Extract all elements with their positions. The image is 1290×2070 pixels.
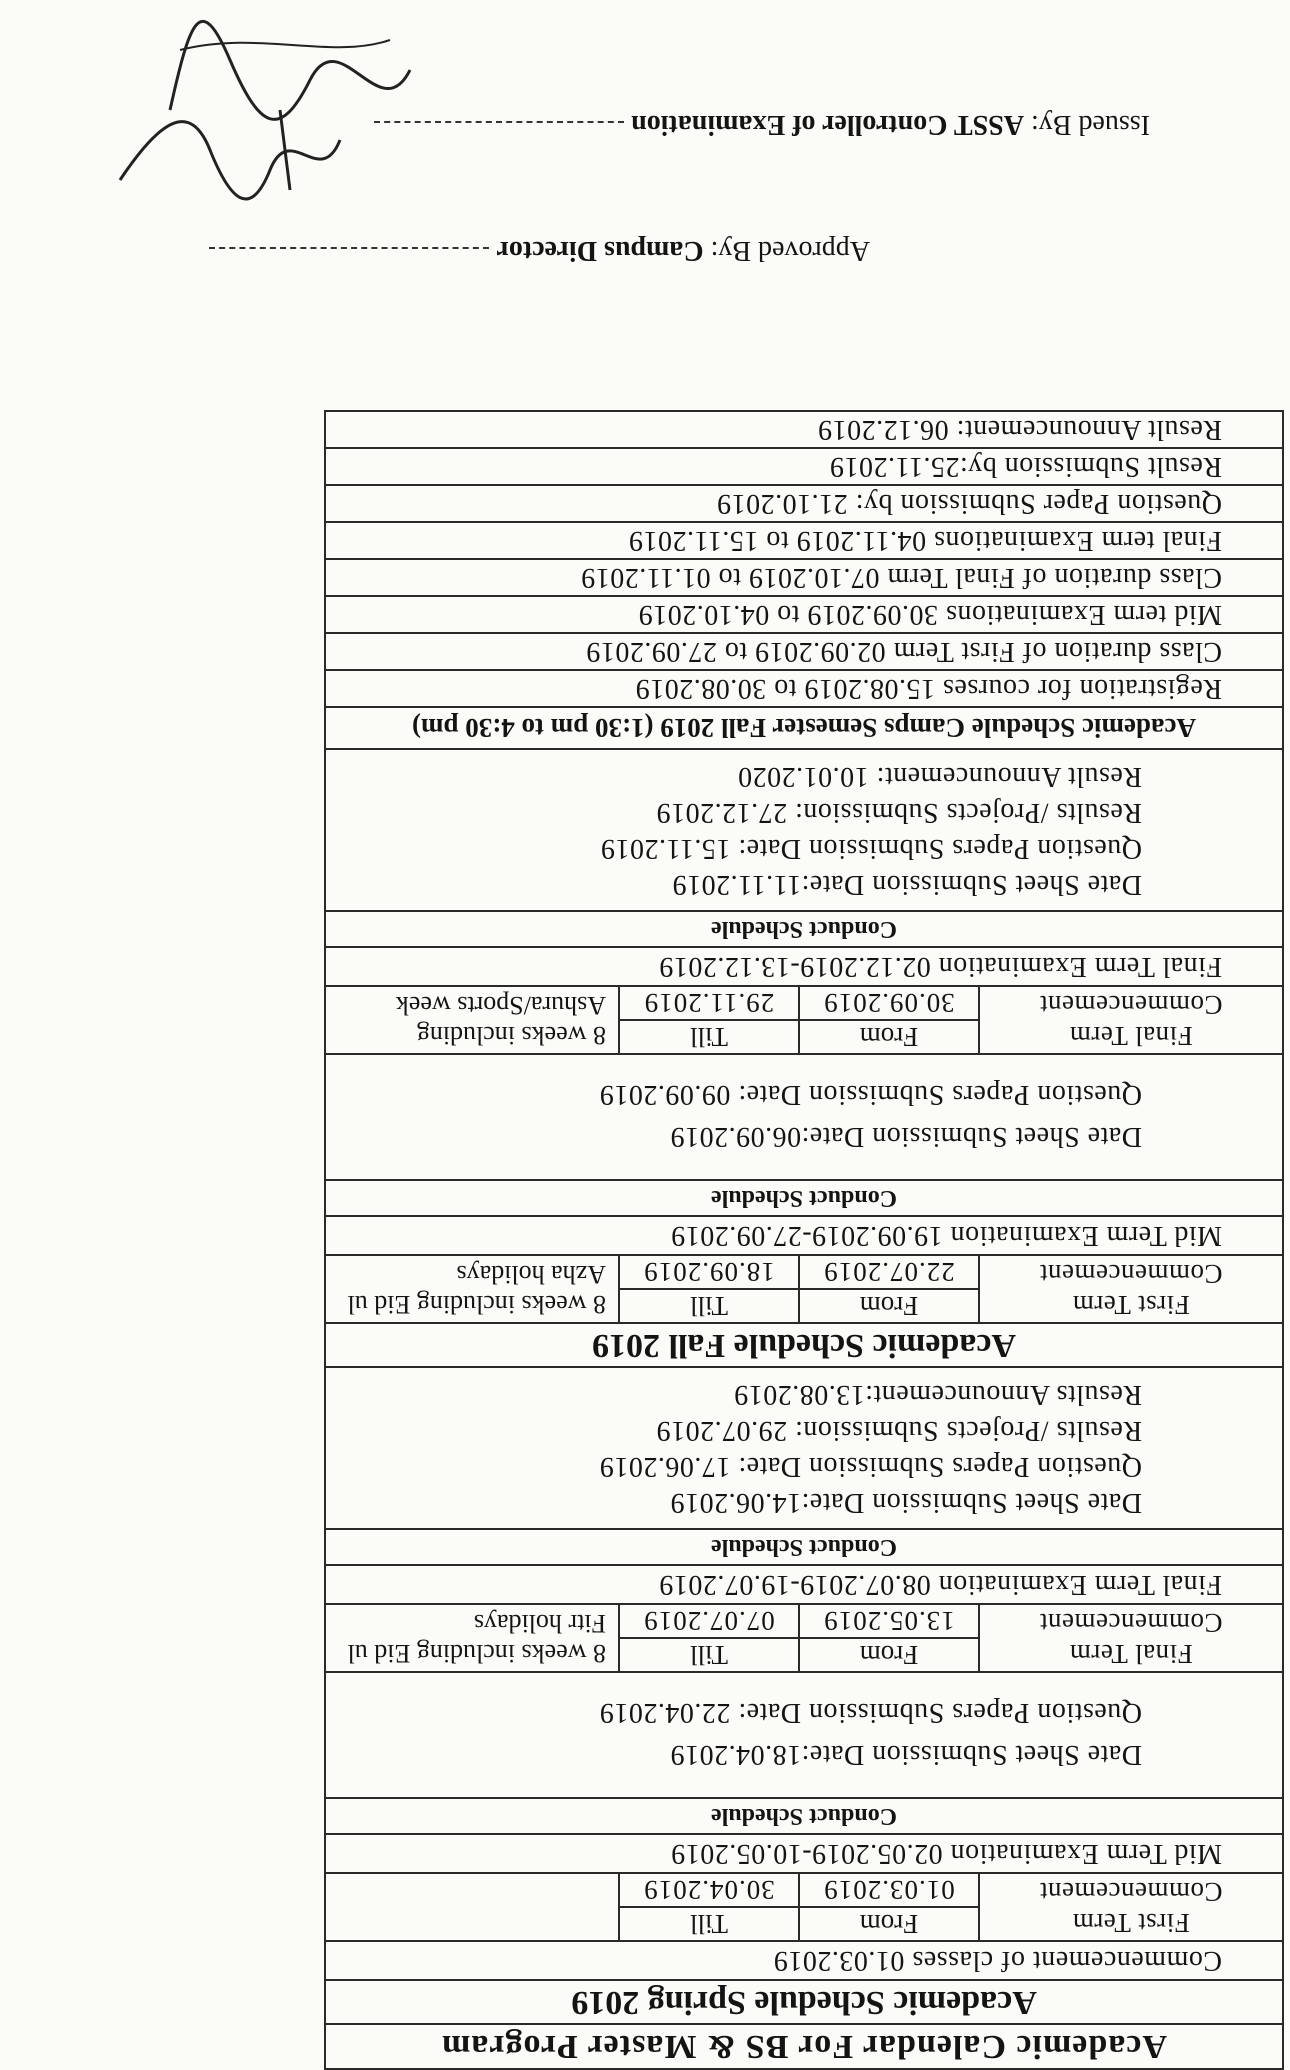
conduct-line: Date Sheet Submission Date:18.04.2019 bbox=[670, 1739, 1142, 1770]
from-header: From bbox=[799, 1289, 979, 1323]
issued-by bbox=[374, 108, 1150, 140]
conduct-line: Question Papers Submission Date: 22.04.2019 bbox=[599, 1697, 1142, 1728]
spring-first-from: 01.03.2019 bbox=[799, 1873, 979, 1907]
spring-conduct1-block bbox=[325, 1672, 1283, 1798]
till-header: Till bbox=[619, 1638, 799, 1672]
camps-line: Mid term Examinations 30.09.2019 to 04.10.2019 bbox=[325, 596, 1283, 633]
camps-line: Question Paper Submission by: 21.10.2019 bbox=[325, 485, 1283, 522]
spring-conduct2-block bbox=[325, 1367, 1283, 1529]
spring-final-from: 13.05.2019 bbox=[799, 1604, 979, 1638]
fall-final-exam: Final Term Examination 02.12.2019-13.12.2019 bbox=[325, 947, 1283, 986]
camps-line: Registration for courses 15.08.2019 to 30.08.2019 bbox=[325, 670, 1283, 707]
fall-conduct1-block bbox=[325, 1054, 1283, 1180]
calendar-document bbox=[0, 410, 1284, 2070]
fall-heading: Academic Schedule Fall 2019 bbox=[325, 1323, 1283, 1367]
till-header: Till bbox=[619, 1289, 799, 1323]
fall-midterm: Mid Term Examination 19.09.2019-27.09.2019 bbox=[325, 1216, 1283, 1255]
fall-final-term-note: 8 weeks including Ashura/Sports week bbox=[325, 986, 619, 1054]
conduct-line: Results /Projects Submission: 29.07.2019 bbox=[656, 1415, 1142, 1446]
approved-role: Campus Director bbox=[496, 235, 704, 266]
conduct-line: Result Announcement: 10.01.2020 bbox=[737, 761, 1142, 792]
spring-final-till: 07.07.2019 bbox=[619, 1604, 799, 1638]
till-header: Till bbox=[619, 1020, 799, 1054]
signature-drawing bbox=[160, 10, 420, 130]
issued-role: ASST Controller of Examination bbox=[631, 109, 1024, 140]
spring-final-term-note: 8 weeks including Eid ul Fitr holidays bbox=[325, 1604, 619, 1672]
approved-prefix: Approved By: bbox=[703, 235, 870, 266]
issued-prefix: Issued By: bbox=[1024, 109, 1150, 140]
conduct-line: Results Announcement:13.08.2019 bbox=[733, 1379, 1142, 1410]
calendar-table bbox=[324, 410, 1284, 2070]
camps-line: Class duration of First Term 02.09.2019 to 27.09.2019 bbox=[325, 633, 1283, 670]
conduct-line: Results /Projects Submission: 27.12.2019 bbox=[656, 797, 1142, 828]
spring-heading: Academic Schedule Spring 2019 bbox=[325, 1980, 1283, 2024]
camps-line: Final term Examinations 04.11.2019 to 15.11.2019 bbox=[325, 522, 1283, 559]
fall-conduct2-heading: Conduct Schedule bbox=[325, 911, 1283, 947]
fall-first-term-note: 8 weeks including Eid ul Azha holidays bbox=[325, 1255, 619, 1323]
camps-line: Class duration of Final Term 07.10.2019 to 01.11.2019 bbox=[325, 559, 1283, 596]
signature-footer bbox=[0, 0, 1290, 290]
fall-conduct1-heading: Conduct Schedule bbox=[325, 1180, 1283, 1216]
conduct-line: Date Sheet Submission Date:14.06.2019 bbox=[670, 1487, 1142, 1518]
camps-line: Result Announcement: 06.12.2019 bbox=[325, 411, 1283, 448]
from-header: From bbox=[799, 1020, 979, 1054]
fall-first-till: 18.09.2019 bbox=[619, 1255, 799, 1289]
document-title: Academic Calendar For BS & Master Program bbox=[325, 2024, 1283, 2069]
spring-first-term-note bbox=[325, 1873, 619, 1941]
spring-final-term-label: Final Term Commencement bbox=[979, 1604, 1283, 1672]
fall-final-till: 29.11.2019 bbox=[619, 986, 799, 1020]
signature-line bbox=[209, 247, 489, 249]
fall-first-term-label: First Term Commencement bbox=[979, 1255, 1283, 1323]
fall-final-term-label: Final Term Commencement bbox=[979, 986, 1283, 1054]
conduct-line: Question Papers Submission Date: 17.06.2019 bbox=[599, 1451, 1142, 1482]
conduct-line: Date Sheet Submission Date:11.11.2019 bbox=[672, 869, 1142, 900]
conduct-line: Question Papers Submission Date: 09.09.2019 bbox=[599, 1079, 1142, 1110]
camps-heading: Academic Schedule Camps Semester Fall 2019 (1:30 pm to 4:30 pm) bbox=[325, 707, 1283, 749]
spring-commencement: Commencement of classes 01.03.2019 bbox=[325, 1941, 1283, 1980]
spring-midterm: Mid Term Examination 02.05.2019-10.05.2019 bbox=[325, 1834, 1283, 1873]
spring-conduct1-heading: Conduct Schedule bbox=[325, 1798, 1283, 1834]
from-header: From bbox=[799, 1907, 979, 1941]
till-header: Till bbox=[619, 1907, 799, 1941]
spring-first-till: 30.04.2019 bbox=[619, 1873, 799, 1907]
from-header: From bbox=[799, 1638, 979, 1672]
camps-line: Result Submission by:25.11.2019 bbox=[325, 448, 1283, 485]
spring-conduct2-heading: Conduct Schedule bbox=[325, 1529, 1283, 1565]
fall-conduct2-block bbox=[325, 749, 1283, 911]
fall-final-from: 30.09.2019 bbox=[799, 986, 979, 1020]
approved-by bbox=[209, 234, 870, 266]
fall-first-from: 22.07.2019 bbox=[799, 1255, 979, 1289]
conduct-line: Question Papers Submission Date: 15.11.2019 bbox=[600, 833, 1142, 864]
conduct-line: Date Sheet Submission Date:06.09.2019 bbox=[670, 1121, 1142, 1152]
spring-first-term-label: First Term Commencement bbox=[979, 1873, 1283, 1941]
spring-final-exam: Final Term Examination 08.07.2019-19.07.2019 bbox=[325, 1565, 1283, 1604]
